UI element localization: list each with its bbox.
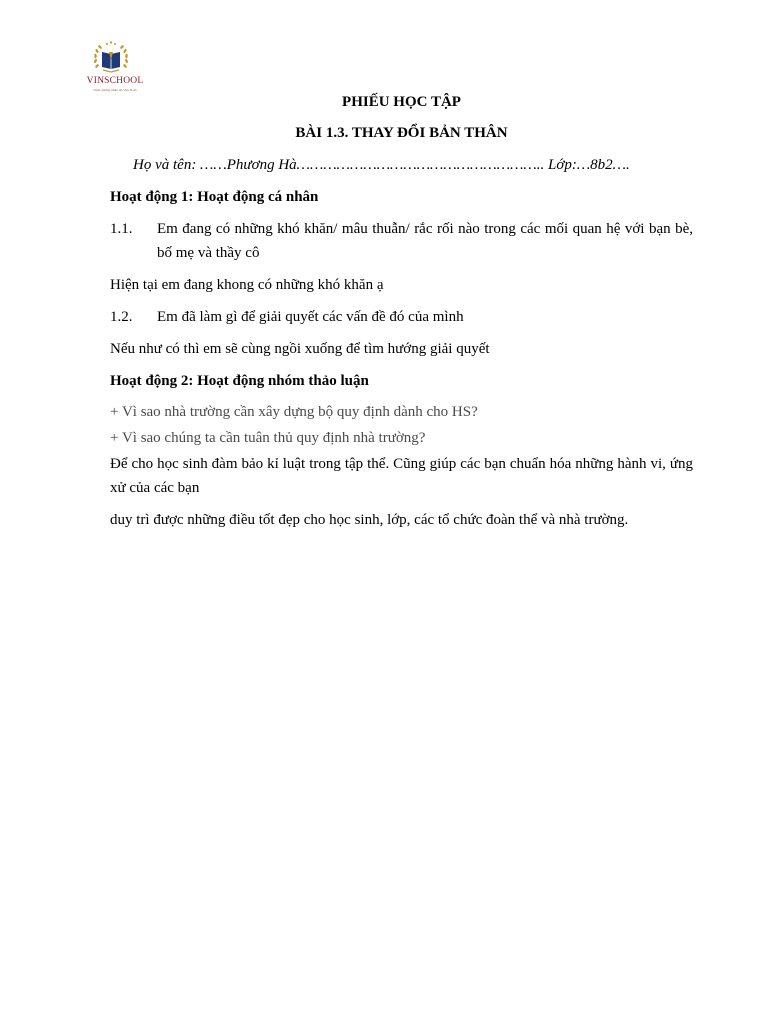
activity-2-heading: Hoạt động 2: Hoạt động nhóm thảo luận [110,373,369,389]
question-2-text: Em đã làm gì để giải quyết các vấn đề đó của mình [157,309,464,325]
vinschool-logo [80,40,150,96]
answer-paragraph-2: duy trì được những điều tốt đẹp cho học sinh, lớp, các tổ chức đoàn thể và nhà trường. [110,512,629,528]
question-1-number: 1.1. [110,221,133,237]
book-crest-icon [91,40,131,78]
discussion-prompt-1: + Vì sao nhà trường cần xây dựng bộ quy định dành cho HS? [110,404,478,420]
answer-paragraph-1: Để cho học sinh đàm bảo kỉ luật trong tập thể. Cũng giúp các bạn chuẩn hóa những hành vi, ứng xử của các bạn [110,456,693,496]
answer-2: Nếu như có thì em sẽ cùng ngồi xuống để tìm hướng giải quyết [110,341,490,357]
logo-wordmark: VINSCHOOL [86,76,144,86]
discussion-prompt-2: + Vì sao chúng ta cần tuân thủ quy định nhà trường? [110,430,426,446]
question-1-text: Em đang có những khó khăn/ mâu thuẫn/ rắc rối nào trong các mối quan hệ với bạn bè, bố mẹ và thầy cô [157,221,693,261]
lesson-title: BÀI 1.3. THAY ĐỔI BẢN THÂN [295,125,508,141]
student-name-line: Họ và tên: ……Phương Hà……………………………………………….. Lớp:…8b2…. [133,157,630,173]
answer-1: Hiện tại em đang khong có những khó khăn ạ [110,277,384,293]
document-title: PHIẾU HỌC TẬP [342,94,461,110]
activity-1-heading: Hoạt động 1: Hoạt động cá nhân [110,189,319,205]
logo-tagline: Nuôi dưỡng nhân tài Việt Nam [93,88,137,92]
question-2-number: 1.2. [110,309,133,325]
